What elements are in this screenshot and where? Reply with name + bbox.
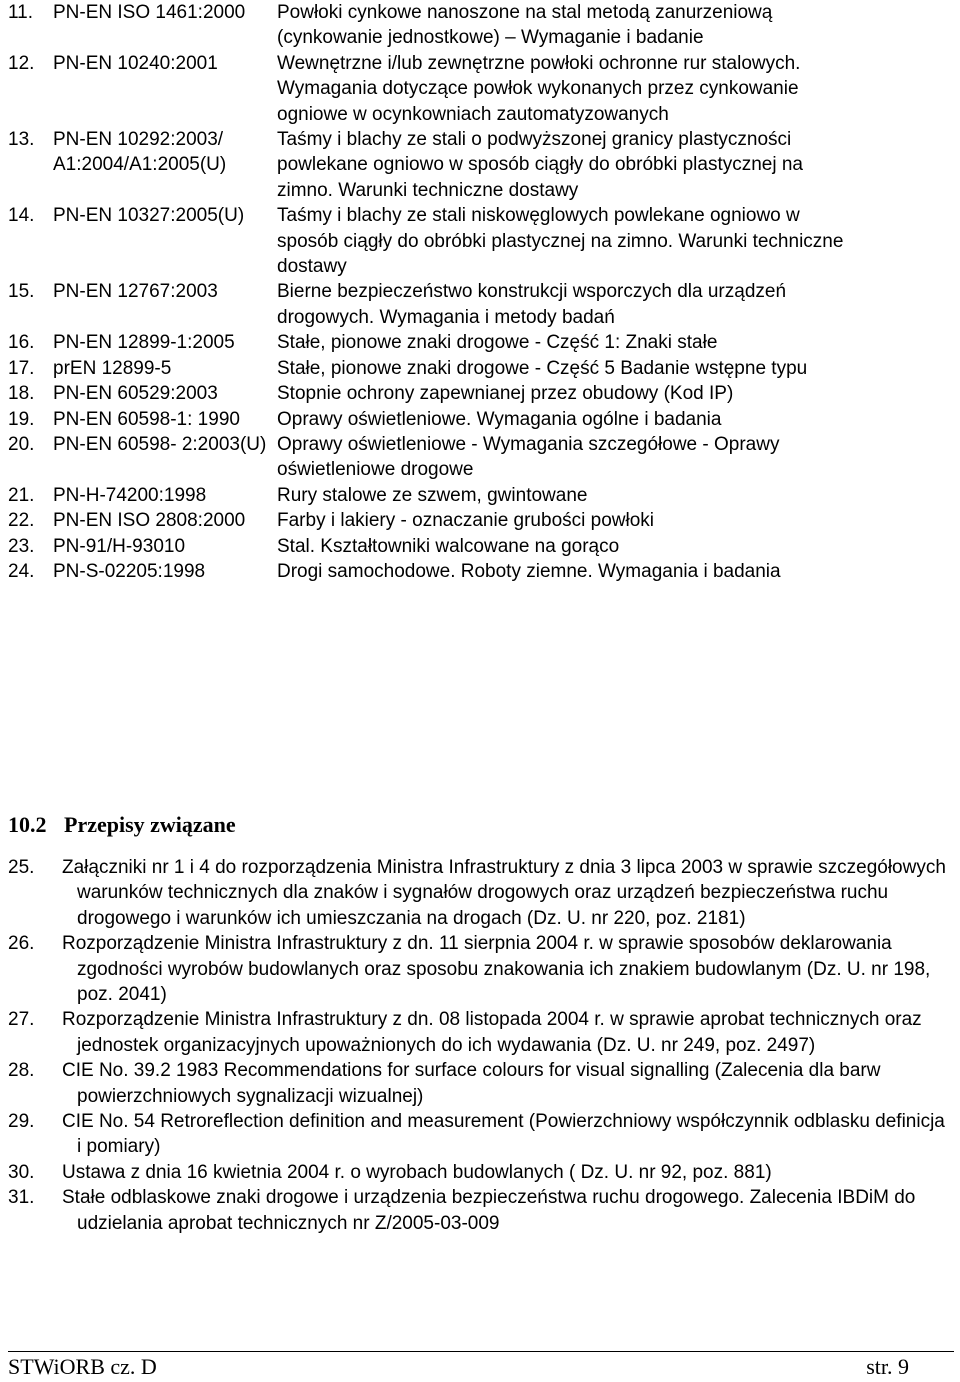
standard-code: PN-EN 10292:2003/ A1:2004/A1:2005(U) xyxy=(53,129,227,176)
standard-number: 18. xyxy=(8,383,35,405)
regulations-list xyxy=(0,855,960,1236)
standard-title: Rury stalowe ze szwem, gwintowane xyxy=(277,484,588,506)
regulation-text: CIE No. 54 Retroreflection definition and measurement (Powierzchniowy współczynnik odblasku definicja i pomiary) xyxy=(62,1111,945,1158)
standard-title: Stałe, pionowe znaki drogowe - Część 1: Znaki stałe xyxy=(277,332,718,354)
regulation-number: 26. xyxy=(8,933,35,955)
standard-number: 11. xyxy=(8,2,34,23)
regulation-number: 30. xyxy=(8,1161,35,1183)
regulation-number: 29. xyxy=(8,1111,35,1133)
standard-title: Taśmy i blachy ze stali o podwyższonej granicy plastyczności powlekane ogniowo w sposób ciągły do obróbki plastycznej na zimno. Warunki techniczne dostawy xyxy=(277,129,803,201)
standard-number: 21. xyxy=(8,484,35,506)
standard-row xyxy=(0,51,960,127)
standard-code: PN-EN 60598- 2:2003(U) xyxy=(53,433,267,455)
regulation-row xyxy=(0,1109,960,1160)
standard-row xyxy=(0,356,960,381)
standard-code: PN-EN 12767:2003 xyxy=(53,281,218,303)
standard-title: Farby i lakiery - oznaczanie grubości powłoki xyxy=(277,510,654,532)
standard-row xyxy=(0,381,960,406)
standard-number: 17. xyxy=(8,357,35,379)
standard-title: Oprawy oświetleniowe - Wymagania szczegółowe - Oprawy oświetleniowe drogowe xyxy=(277,433,780,481)
standard-row xyxy=(0,407,960,432)
standard-row xyxy=(0,483,960,508)
standard-code: PN-EN 12899-1:2005 xyxy=(53,332,235,354)
standard-row xyxy=(0,559,960,584)
standard-code: PN-EN 10240:2001 xyxy=(53,52,218,74)
regulation-row xyxy=(0,855,960,931)
standard-row xyxy=(0,508,960,533)
regulation-number: 27. xyxy=(8,1009,35,1031)
standard-code: PN-S-02205:1998 xyxy=(53,560,206,582)
standard-row xyxy=(0,127,960,203)
footer-document-name: STWiORB cz. D xyxy=(8,1354,157,1379)
regulation-row xyxy=(0,931,960,1007)
standard-code: PN-EN 60598-1: 1990 xyxy=(53,408,240,430)
standard-code: PN-EN 10327:2005(U) xyxy=(53,205,245,227)
regulation-row xyxy=(0,1007,960,1058)
standard-title: Stal. Kształtowniki walcowane na gorąco xyxy=(277,535,620,557)
standards-list xyxy=(0,0,960,584)
standard-title: Stałe, pionowe znaki drogowe - Część 5 Badanie wstępne typu xyxy=(277,357,808,379)
regulation-row xyxy=(0,1058,960,1109)
regulation-row xyxy=(0,1160,960,1185)
standard-title: Powłoki cynkowe nanoszone na stal metodą zanurzeniową (cynkowanie jednostkowe) – Wymaganie i badanie xyxy=(277,2,773,49)
regulation-text: Rozporządzenie Ministra Infrastruktury z dn. 08 listopada 2004 r. w sprawie aprobat technicznych oraz jednostek organizacyjnych upoważnionych do ich wydawania (Dz. U. nr 249, poz. 2497) xyxy=(62,1009,922,1056)
section-title: Przepisy związane xyxy=(64,812,236,837)
regulation-row xyxy=(0,1185,960,1236)
standard-row xyxy=(0,0,960,51)
standard-number: 16. xyxy=(8,332,35,354)
regulation-text: Załączniki nr 1 i 4 do rozporządzenia Ministra Infrastruktury z dnia 3 lipca 2003 w sprawie szczegółowych warunków technicznych dla znaków i sygnałów drogowych oraz urządzeń bezpieczeństwa ruchu drogowego i warunków ich umieszczania na drogach (Dz. U. nr 220, poz. 2181) xyxy=(62,857,946,929)
standard-number: 22. xyxy=(8,510,35,532)
standard-number: 13. xyxy=(8,129,35,151)
regulation-number: 31. xyxy=(8,1187,35,1209)
standard-code: prEN 12899-5 xyxy=(53,357,172,379)
standard-code: PN-EN ISO 2808:2000 xyxy=(53,510,246,532)
section-number: 10.2 xyxy=(8,812,47,837)
standard-number: 14. xyxy=(8,205,35,227)
section-heading xyxy=(8,811,236,839)
footer-divider xyxy=(8,1351,954,1352)
standard-title: Stopnie ochrony zapewnianej przez obudowy (Kod IP) xyxy=(277,383,734,405)
standard-number: 23. xyxy=(8,535,35,557)
standard-title: Taśmy i blachy ze stali niskowęglowych powlekane ogniowo w sposób ciągły do obróbki plastycznej na zimno. Warunki techniczne dostawy xyxy=(277,205,844,278)
standard-row xyxy=(0,534,960,559)
regulation-number: 25. xyxy=(8,857,35,878)
standard-code: PN-EN 60529:2003 xyxy=(53,383,218,405)
standard-number: 12. xyxy=(8,52,35,74)
standard-title: Oprawy oświetleniowe. Wymagania ogólne i badania xyxy=(277,408,722,430)
standard-row xyxy=(0,279,960,330)
standard-number: 19. xyxy=(8,408,35,430)
standard-row xyxy=(0,432,960,483)
standard-number: 15. xyxy=(8,281,35,303)
standard-number: 20. xyxy=(8,433,35,455)
standard-code: PN-EN ISO 1461:2000 xyxy=(53,2,246,23)
standard-row xyxy=(0,330,960,355)
regulation-number: 28. xyxy=(8,1060,35,1082)
standard-code: PN-91/H-93010 xyxy=(53,535,186,557)
regulation-text: Stałe odblaskowe znaki drogowe i urządzenia bezpieczeństwa ruchu drogowego. Zalecenia IBDiM do udzielania aprobat technicznych nr Z/2005-03-009 xyxy=(62,1187,916,1234)
standard-title: Wewnętrzne i/lub zewnętrzne powłoki ochronne rur stalowych. Wymagania dotyczące powłok wykonanych przez cynkowanie ogniowe w ocynkowniach zautomatyzowanych xyxy=(277,52,801,125)
regulation-text: Rozporządzenie Ministra Infrastruktury z dn. 11 sierpnia 2004 r. w sprawie sposobów deklarowania zgodności wyrobów budowlanych oraz sposobu znakowania ich znakiem budowlanym (Dz. U. nr 198, poz. 2041) xyxy=(62,933,931,1006)
standard-title: Bierne bezpieczeństwo konstrukcji wsporczych dla urządzeń drogowych. Wymagania i metody badań xyxy=(277,281,787,328)
standard-code: PN-H-74200:1998 xyxy=(53,484,207,506)
regulation-text: Ustawa z dnia 16 kwietnia 2004 r. o wyrobach budowlanych ( Dz. U. nr 92, poz. 881) xyxy=(62,1161,772,1183)
standard-title: Drogi samochodowe. Roboty ziemne. Wymagania i badania xyxy=(277,560,781,582)
standard-row xyxy=(0,203,960,279)
footer-page-number: str. 9 xyxy=(866,1354,909,1379)
regulation-text: CIE No. 39.2 1983 Recommendations for surface colours for visual signalling (Zalecenia dla barw powierzchniowych sygnalizacji wizualnej) xyxy=(62,1060,881,1107)
standard-number: 24. xyxy=(8,560,35,582)
